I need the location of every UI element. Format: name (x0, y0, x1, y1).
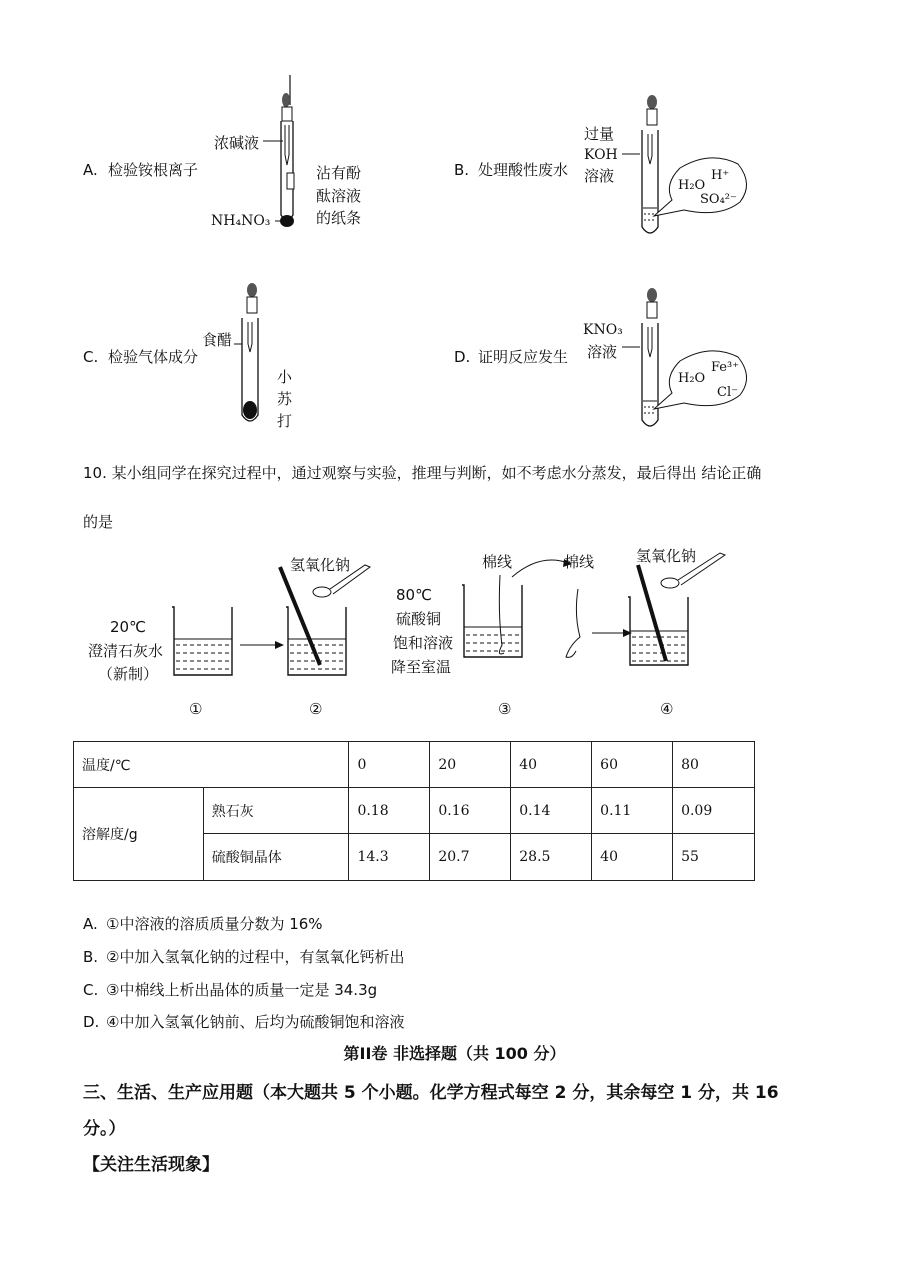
section-heading-line1: 三、生活、生产应用题（本大题共 5 个小题。化学方程式每空 2 分，其余每空 1 分，共 16 (83, 1083, 779, 1103)
fig-lime-note: （新制） (98, 665, 159, 683)
table-row (74, 788, 755, 834)
fig-cuso4-cool: 降至室温 (391, 658, 452, 676)
q10-stem-line1: 10. 某小组同学在探究过程中，通过观察与实验，推理与判断，如不考虑水分蒸发，最后得出 结论正确 (83, 464, 762, 482)
q10-option-b-letter: B. (83, 948, 99, 966)
fig-num-1: ① (189, 700, 203, 718)
label-a-solid: NH₄NO₃ (211, 213, 271, 229)
label-a-paper-2: 酞溶液 (316, 187, 362, 205)
fig-thread-2: 棉线 (564, 553, 595, 571)
value-cell: 0.16 (430, 788, 511, 834)
option-d-text: 证明反应发生 (478, 348, 569, 366)
label-a-paper-1: 沾有酚 (316, 164, 362, 182)
value-cell: 0.09 (673, 788, 755, 834)
section-heading-line2: 分。） (83, 1119, 126, 1139)
value-cell: 0.18 (349, 788, 430, 834)
label-b-r1: 过量 (584, 125, 615, 143)
value-cell: 40 (592, 834, 673, 881)
q10-option-c-letter: C. (83, 981, 99, 999)
q10-option-a-text: ①中溶液的溶质质量分数为 16% (106, 915, 323, 933)
solubility-table (73, 741, 755, 881)
table-row (74, 742, 755, 788)
label-d-r2: 溶液 (587, 343, 618, 361)
fig-thread-1: 棉线 (482, 553, 513, 571)
label-b-r2: KOH (584, 147, 618, 163)
q10-option-a-letter: A. (83, 915, 98, 933)
value-cell: 0.11 (592, 788, 673, 834)
label-b-ion-h: H⁺ (711, 168, 730, 183)
label-b-ion-water: H₂O (678, 178, 706, 193)
value-cell: 28.5 (511, 834, 592, 881)
part2-title: 第II卷 非选择题（共 100 分） (343, 1044, 566, 1063)
fig-cuso4-name: 硫酸铜 (396, 610, 442, 628)
label-d-r1: KNO₃ (583, 322, 623, 338)
label-a-paper-3: 的纸条 (316, 209, 362, 227)
option-b-letter: B. (454, 161, 470, 179)
fig-cuso4-state: 饱和溶液 (393, 634, 454, 652)
label-b-r3: 溶液 (584, 167, 615, 185)
fig-naoh-2: 氢氧化钠 (636, 547, 697, 565)
label-a-reagent: 浓碱液 (214, 134, 260, 152)
label-c-s1: 小 (277, 368, 293, 386)
option-d-letter: D. (454, 348, 471, 366)
q10-option-b-text: ②中加入氢氧化钠的过程中，有氢氧化钙析出 (106, 948, 405, 966)
label-c-reagent: 食醋 (202, 331, 233, 349)
temp-cell: 60 (592, 742, 673, 788)
value-cell: 14.3 (349, 834, 430, 881)
test-tube-b-figure (620, 92, 760, 242)
fig-num-3: ③ (498, 700, 512, 718)
label-c-s3: 打 (277, 412, 293, 430)
fig-lime-name: 澄清石灰水 (88, 642, 164, 660)
option-a-letter: A. (83, 161, 98, 179)
value-cell: 55 (673, 834, 755, 881)
fig-num-2: ② (309, 700, 323, 718)
label-b-ion-so4: SO₄²⁻ (700, 192, 737, 207)
test-tube-c-figure (236, 280, 276, 430)
row-name: 硫酸铜晶体 (203, 834, 349, 881)
solubility-header: 溶解度/g (74, 788, 204, 881)
subsection-heading: 【关注生活现象】 (83, 1155, 219, 1175)
q10-option-c-text: ③中棉线上析出晶体的质量一定是 34.3g (106, 981, 378, 999)
row-name: 熟石灰 (203, 788, 349, 834)
q10-stem-line2: 的是 (83, 513, 114, 531)
temp-cell: 40 (511, 742, 592, 788)
value-cell: 20.7 (430, 834, 511, 881)
value-cell: 0.14 (511, 788, 592, 834)
fig-cuso4-temp: 80℃ (396, 586, 432, 604)
temp-cell: 80 (673, 742, 755, 788)
temp-cell: 20 (430, 742, 511, 788)
temp-cell: 0 (349, 742, 430, 788)
label-d-ion-fe: Fe³⁺ (711, 360, 740, 375)
label-c-s2: 苏 (277, 390, 293, 408)
label-d-ion-cl: Cl⁻ (717, 385, 738, 400)
option-c-text: 检验气体成分 (108, 348, 199, 366)
option-b-text: 处理酸性废水 (478, 161, 569, 179)
q10-option-d-letter: D. (83, 1013, 100, 1031)
label-d-ion-water: H₂O (678, 371, 706, 386)
fig-num-4: ④ (660, 700, 674, 718)
fig-lime-temp: 20℃ (110, 618, 146, 636)
fig-naoh-1: 氢氧化钠 (290, 556, 351, 574)
option-a-text: 检验铵根离子 (108, 161, 199, 179)
q10-option-d-text: ④中加入氢氧化钠前、后均为硫酸铜饱和溶液 (106, 1013, 405, 1031)
option-c-letter: C. (83, 348, 99, 366)
temp-header: 温度/℃ (74, 742, 349, 788)
